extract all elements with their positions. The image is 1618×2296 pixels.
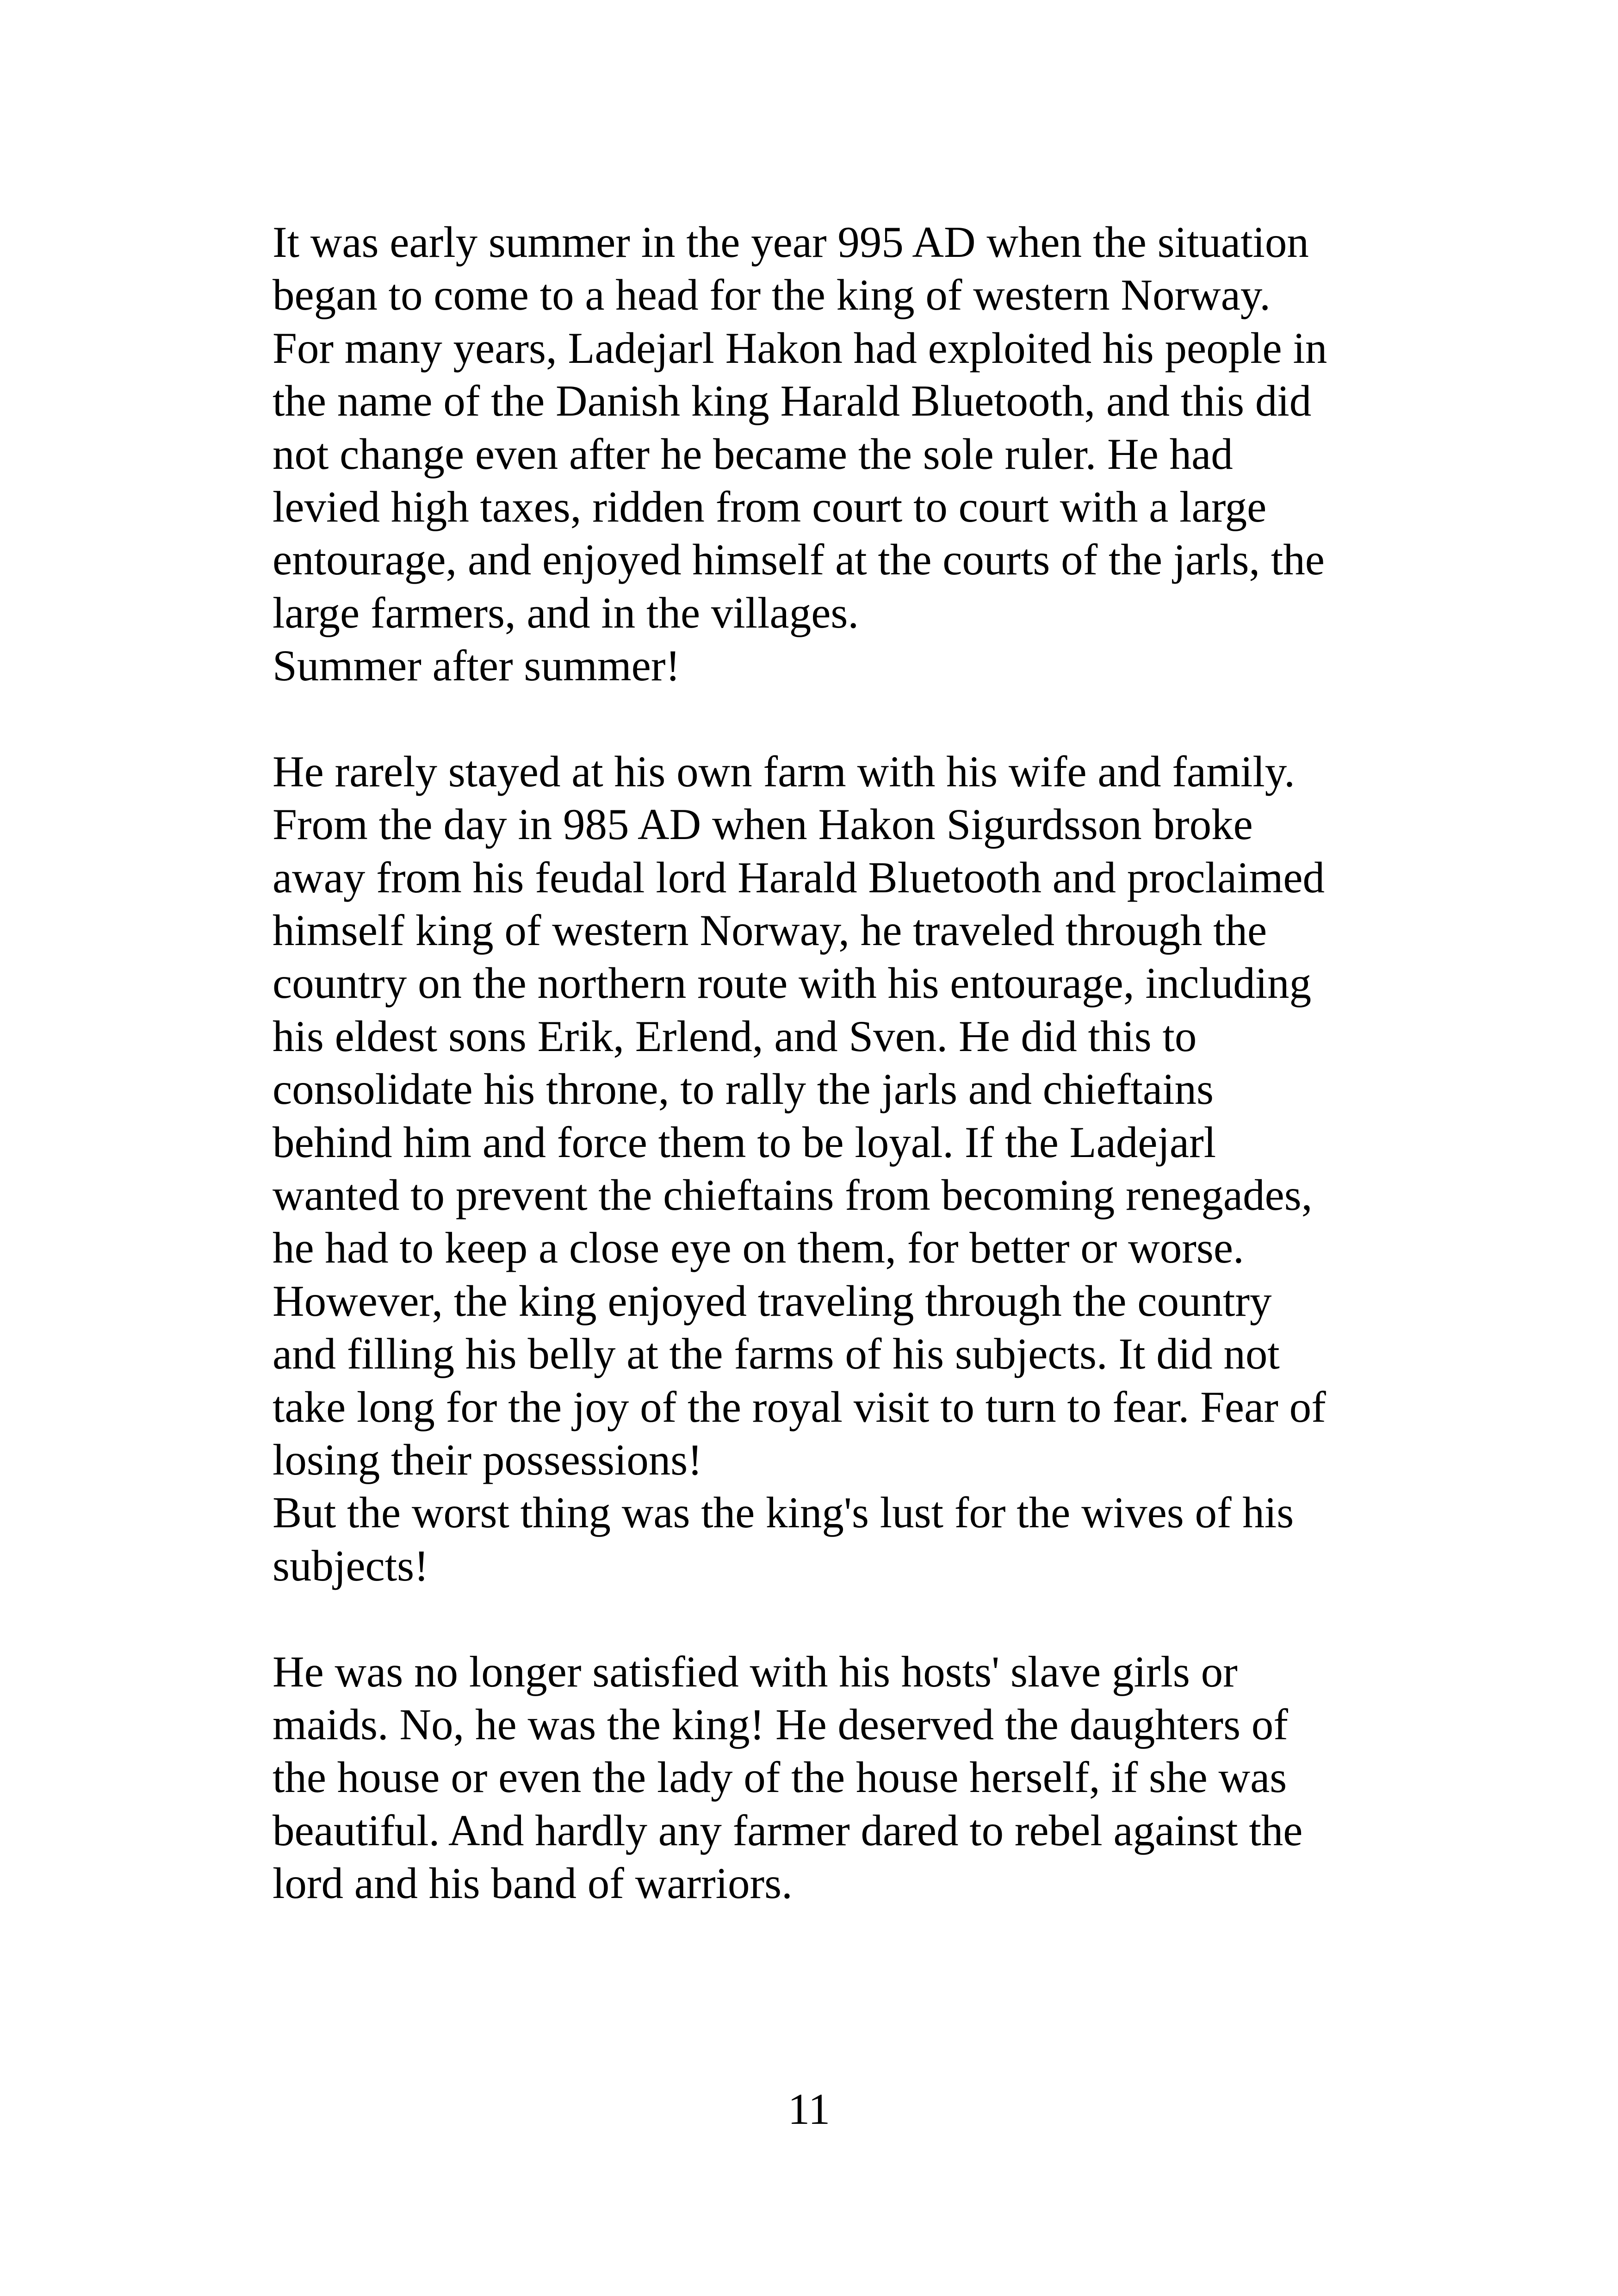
text-line: the house or even the lady of the house herself, if she was [273, 1753, 1287, 1802]
text-line: It was early summer in the year 995 AD when the situation [273, 218, 1309, 267]
text-line: behind him and force them to be loyal. If the Ladejarl [273, 1117, 1216, 1167]
text-line: He rarely stayed at his own farm with his wife and family. [273, 747, 1295, 796]
text-line: not change even after he became the sole ruler. He had [273, 429, 1233, 479]
text-line: take long for the joy of the royal visit to turn to fear. Fear of [273, 1382, 1326, 1431]
page-number: 11 [787, 2084, 831, 2134]
text-line: he had to keep a close eye on them, for better or worse. [273, 1223, 1244, 1273]
text-line: lord and his band of warriors. [273, 1859, 793, 1908]
text-line: his eldest sons Erik, Erlend, and Sven. He did this to [273, 1011, 1197, 1061]
paragraph-1 [273, 216, 1401, 692]
text-line: losing their possessions! [273, 1435, 702, 1484]
text-line: began to come to a head for the king of western Norway. [273, 270, 1271, 320]
paragraph-3 [273, 1645, 1401, 1910]
text-line: the name of the Danish king Harald Bluetooth, and this did [273, 376, 1312, 426]
text-line: himself king of western Norway, he traveled through the [273, 906, 1267, 955]
text-line: large farmers, and in the villages. [273, 588, 859, 637]
text-line: beautiful. And hardly any farmer dared to rebel against the [273, 1805, 1303, 1855]
text-line: He was no longer satisfied with his hosts' slave girls or [273, 1647, 1238, 1696]
text-line: country on the northern route with his entourage, including [273, 958, 1312, 1008]
text-line: From the day in 985 AD when Hakon Sigurdsson broke [273, 800, 1253, 849]
text-line: subjects! [273, 1541, 429, 1590]
text-line: consolidate his throne, to rally the jarls and chieftains [273, 1064, 1214, 1114]
paragraph-2 [273, 745, 1401, 1592]
text-line: But the worst thing was the king's lust for the wives of his [273, 1488, 1294, 1537]
text-line: levied high taxes, ridden from court to court with a large [273, 482, 1267, 531]
text-line: and filling his belly at the farms of his subjects. It did not [273, 1329, 1280, 1379]
text-line: However, the king enjoyed traveling through the country [273, 1276, 1272, 1325]
paragraph-gap [273, 692, 1401, 745]
body-text [273, 216, 1401, 1910]
text-line: maids. No, he was the king! He deserved the daughters of [273, 1699, 1288, 1749]
text-line: entourage, and enjoyed himself at the courts of the jarls, the [273, 535, 1325, 585]
text-line: wanted to prevent the chieftains from becoming renegades, [273, 1170, 1313, 1220]
paragraph-gap [273, 1592, 1401, 1645]
text-line: Summer after summer! [273, 641, 681, 691]
text-line: away from his feudal lord Harald Bluetooth and proclaimed [273, 852, 1325, 902]
text-line: For many years, Ladejarl Hakon had exploited his people in [273, 323, 1327, 373]
